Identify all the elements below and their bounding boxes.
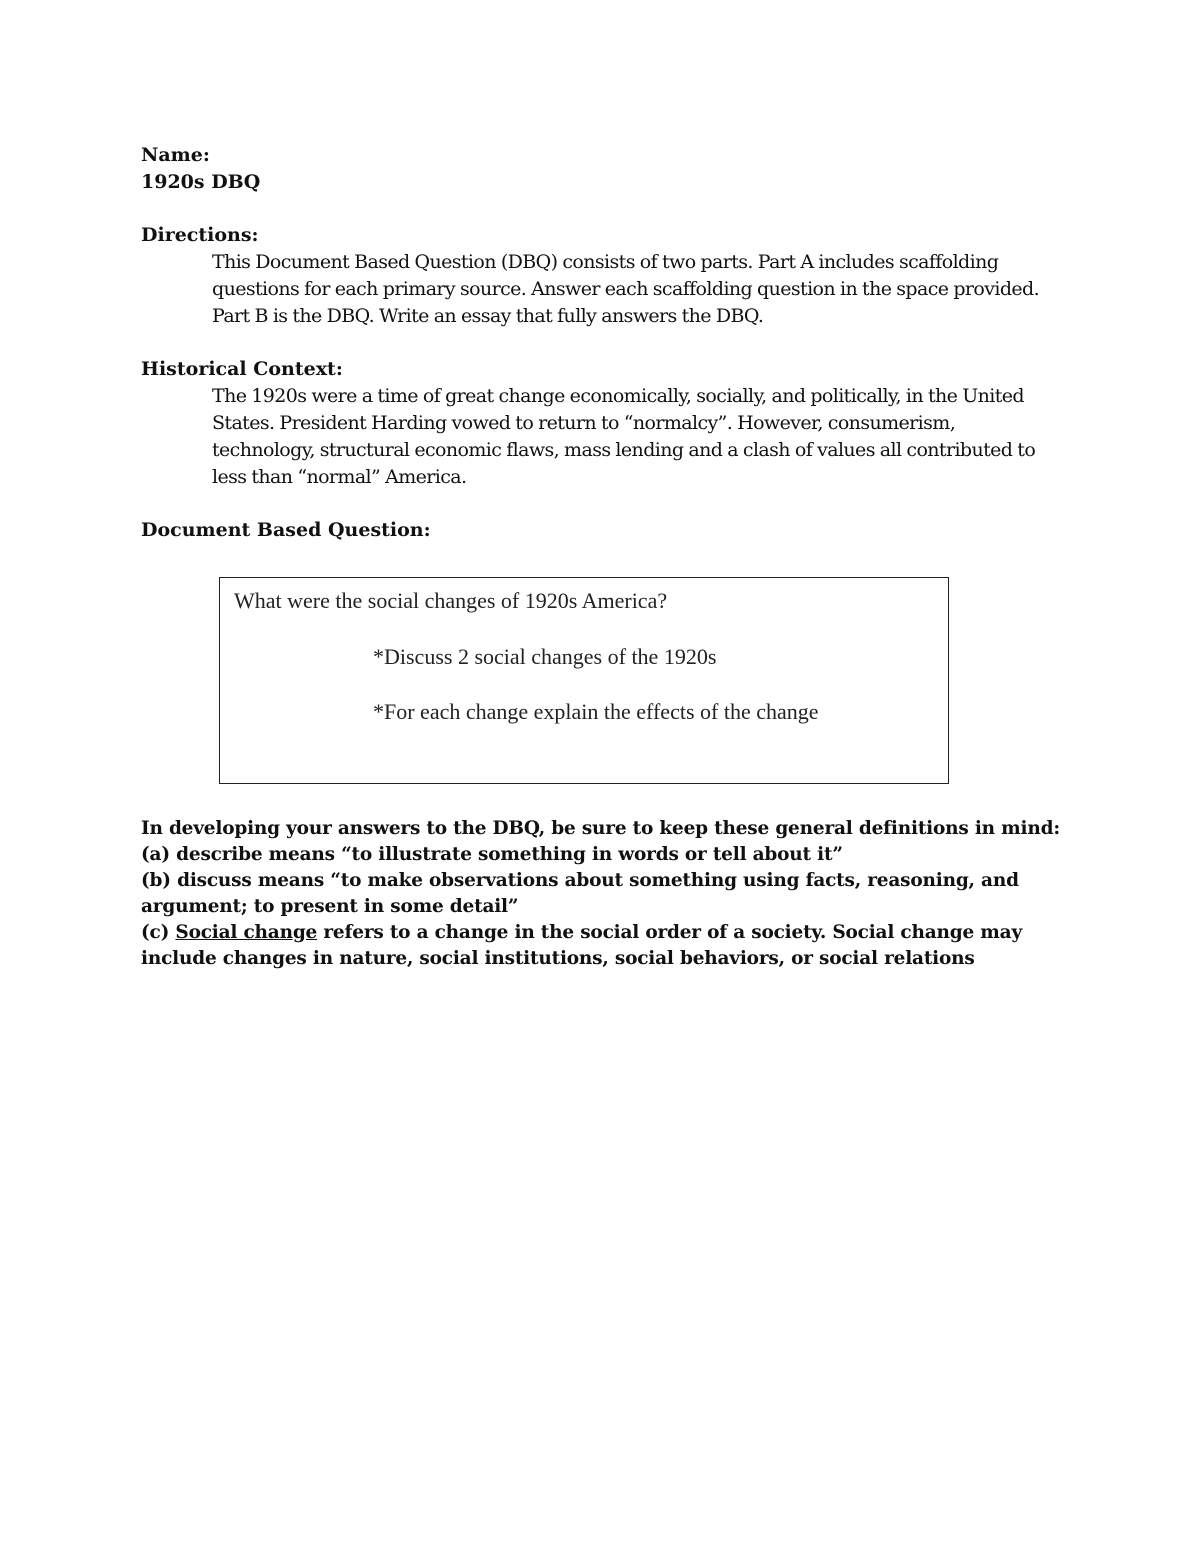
historical-context-text: The 1920s were a time of great change economically, socially, and politically, in the United States. President Harding vowed to return to “normalcy”. However, consumerism, technology, structural economic flaws, mass lending and a clash of values all contributed to less than “normal” America. [212,385,1036,488]
definitions-intro: In developing your answers to the DBQ, be sure to keep these general definitions in mind: [141,818,1060,839]
definition-c-term: Social change [175,922,318,943]
dbq-heading: Document Based Question: [141,519,431,541]
historical-context-heading: Historical Context: [141,358,343,380]
document-content [141,142,1061,544]
definitions-section [141,816,1061,972]
definition-c [141,920,1061,972]
definition-c-label: (c) [141,922,170,943]
directions-heading: Directions: [141,224,259,246]
definition-a: (a) describe means “to illustrate something in words or tell about it” [141,844,843,865]
definition-b: (b) discuss means “to make observations about something using facts, reasoning, and argument; to present in some detail” [141,870,1019,917]
document-title: 1920s DBQ [141,171,261,193]
directions-text: This Document Based Question (DBQ) consists of two parts. Part A includes scaffolding questions for each primary source. Answer each scaffolding question in the space provided. Part B is the DBQ. Write an essay that fully answers the DBQ. [212,251,1040,327]
dbq-prompt-2: *For each change explain the effects of the change [373,699,819,724]
dbq-question-box [219,577,949,784]
name-label: Name: [141,144,210,166]
dbq-question: What were the social changes of 1920s America? [234,588,668,613]
definition-c-text: refers to a change in the social order of a society. Social change may include changes in nature, social institutions, social behaviors, or social relations [141,922,1022,969]
dbq-prompt-1: *Discuss 2 social changes of the 1920s [373,644,717,669]
